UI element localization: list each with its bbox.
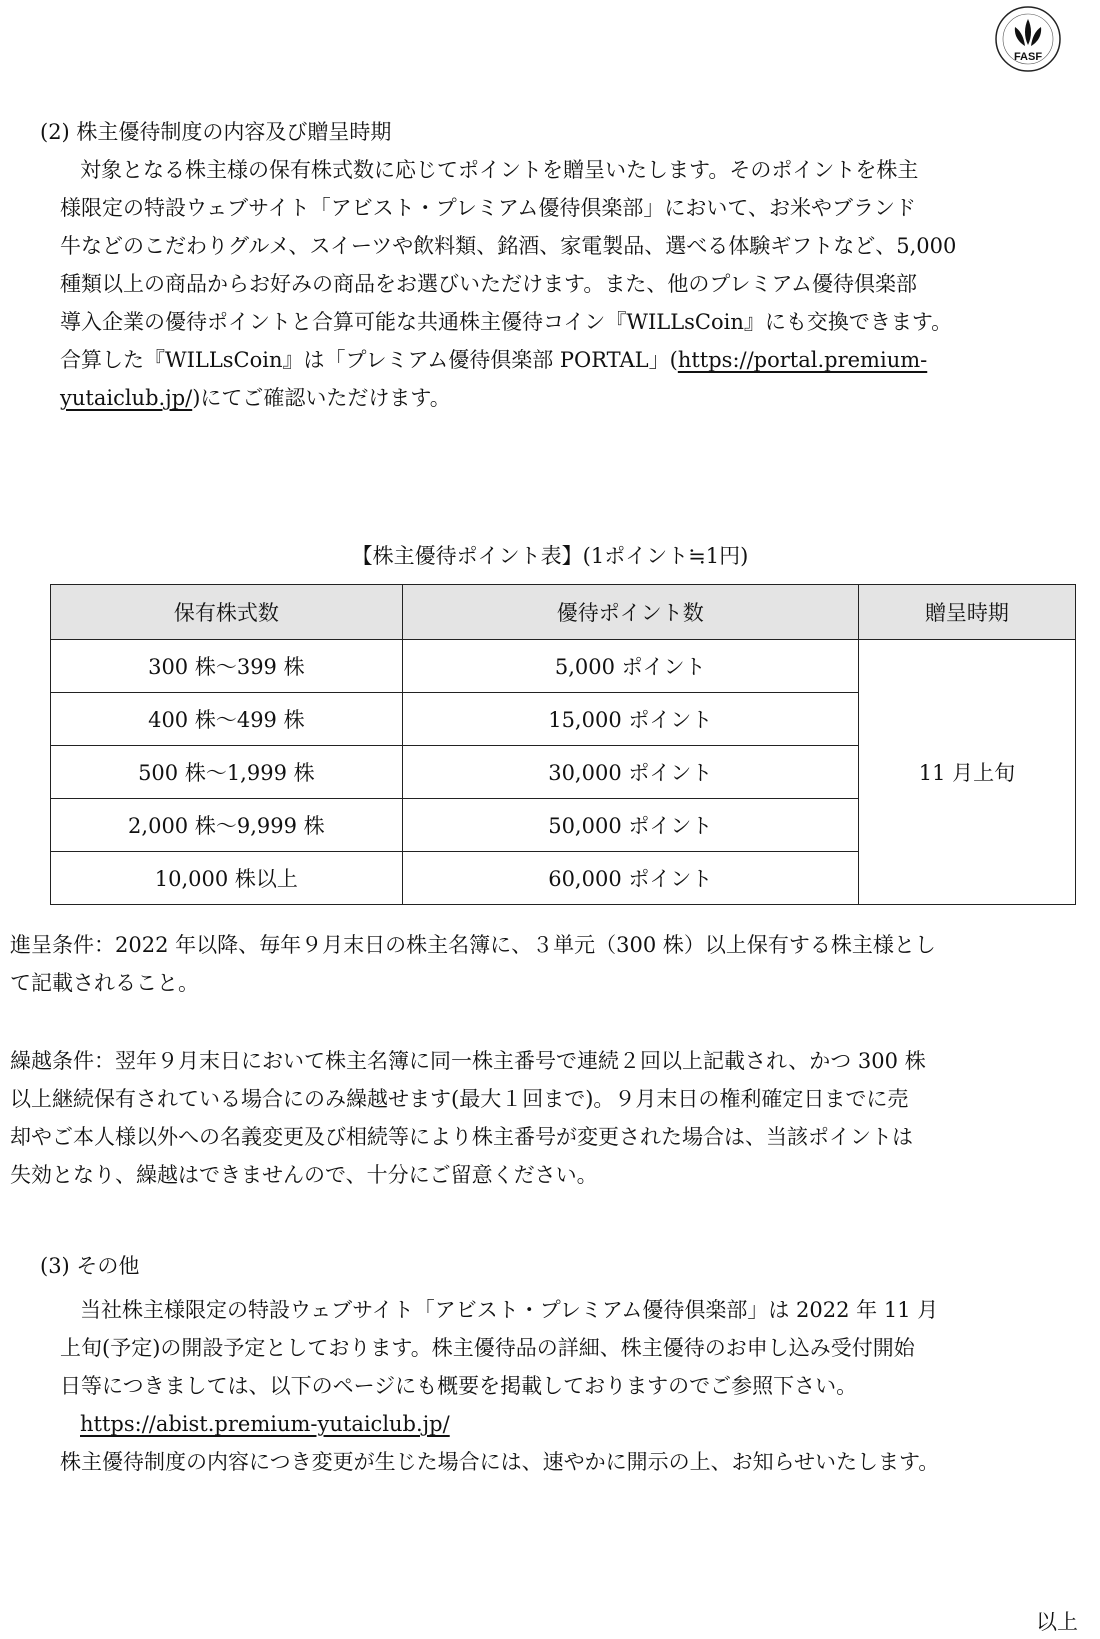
award-condition-line-1: 進呈条件：2022 年以降、毎年９月末日の株主名簿に、３単元（300 株）以上保有する株主様とし [10,933,936,957]
table-row [51,640,1076,693]
section3-line-1: 当社株主様限定の特設ウェブサイト「アビスト・プレミアム優待倶楽部」は 2022 年 11 月 [80,1298,939,1322]
carryover-condition [10,1042,926,1194]
cell-shares: 300 株～399 株 [51,640,403,693]
section2-line-3: 牛などのこだわりグルメ、スイーツや飲料類、銘酒、家電製品、選べる体験ギフトなど、5,000 [60,234,957,258]
section2-heading: (2) 株主優待制度の内容及び贈呈時期 [40,120,392,144]
section2-line-7-text: )にてご確認いただけます。 [192,386,451,410]
cell-points: 15,000 ポイント [402,693,858,746]
abist-yutai-link[interactable]: https://abist.premium-yutaiclub.jp/ [80,1412,450,1436]
cell-shares: 500 株～1,999 株 [51,746,403,799]
section2-line-6-text: 合算した『WILLsCoin』は「プレミアム優待倶楽部 PORTAL」( [60,348,678,372]
cell-shares: 400 株～499 株 [51,693,403,746]
table-caption: 【株主優待ポイント表】(1ポイント≒1円) [351,544,749,568]
section3-line-3: 日等につきましては、以下のページにも概要を掲載しておりますのでご参照下さい。 [60,1374,858,1398]
cell-points: 50,000 ポイント [402,799,858,852]
carryover-line-1: 繰越条件：翌年９月末日において株主名簿に同一株主番号で連続２回以上記載され、かつ 300 株 [10,1049,926,1073]
cell-timing: 11 月上旬 [858,640,1075,905]
section3-heading: (3) その他 [40,1254,140,1278]
cell-points: 5,000 ポイント [402,640,858,693]
section2-paragraph [60,151,1060,417]
header-timing: 贈呈時期 [858,585,1075,640]
logo-text: FASF [1013,51,1043,63]
carryover-line-4: 失効となり、繰越はできませんので、十分にご留意ください。 [10,1163,598,1187]
header-shares: 保有株式数 [51,585,403,640]
award-condition [10,926,936,1002]
portal-link[interactable]: https://portal.premium- [677,348,928,372]
section2-line-7 [60,379,1060,417]
fasf-logo [994,5,1062,73]
award-condition-line-2: て記載されること。 [10,971,199,995]
table-header-row [51,585,1076,640]
section2-line-1: 対象となる株主様の保有株式数に応じてポイントを贈呈いたします。そのポイントを株主 [80,158,919,182]
closing-mark: 以上 [1036,1610,1078,1634]
cell-shares: 2,000 株～9,999 株 [51,799,403,852]
section3-line-2: 上旬(予定)の開設予定としております。株主優待品の詳細、株主優待のお申し込み受付開始 [60,1336,915,1360]
carryover-line-2: 以上継続保有されている場合にのみ繰越せます(最大１回まで)。９月末日の権利確定日までに売 [10,1087,909,1111]
header-points: 優待ポイント数 [402,585,858,640]
section2-line-4: 種類以上の商品からお好みの商品をお選びいただけます。また、他のプレミアム優待倶楽部 [60,272,918,296]
points-table [50,584,1076,905]
cell-shares: 10,000 株以上 [51,852,403,905]
cell-points: 30,000 ポイント [402,746,858,799]
cell-points: 60,000 ポイント [402,852,858,905]
section3-paragraph [60,1291,1060,1481]
portal-link-continued[interactable]: yutaiclub.jp/ [60,386,193,410]
section2-line-2: 様限定の特設ウェブサイト「アビスト・プレミアム優待倶楽部」において、お米やブランド [60,196,916,220]
section3-line-5: 株主優待制度の内容につき変更が生じた場合には、速やかに開示の上、お知らせいたします。 [60,1450,940,1474]
section2-line-5: 導入企業の優待ポイントと合算可能な共通株主優待コイン『WILLsCoin』にも交換できます。 [60,310,953,334]
section2-line-6 [60,341,1060,379]
carryover-line-3: 却やご本人様以外への名義変更及び相続等により株主番号が変更された場合は、当該ポイントは [10,1125,913,1149]
